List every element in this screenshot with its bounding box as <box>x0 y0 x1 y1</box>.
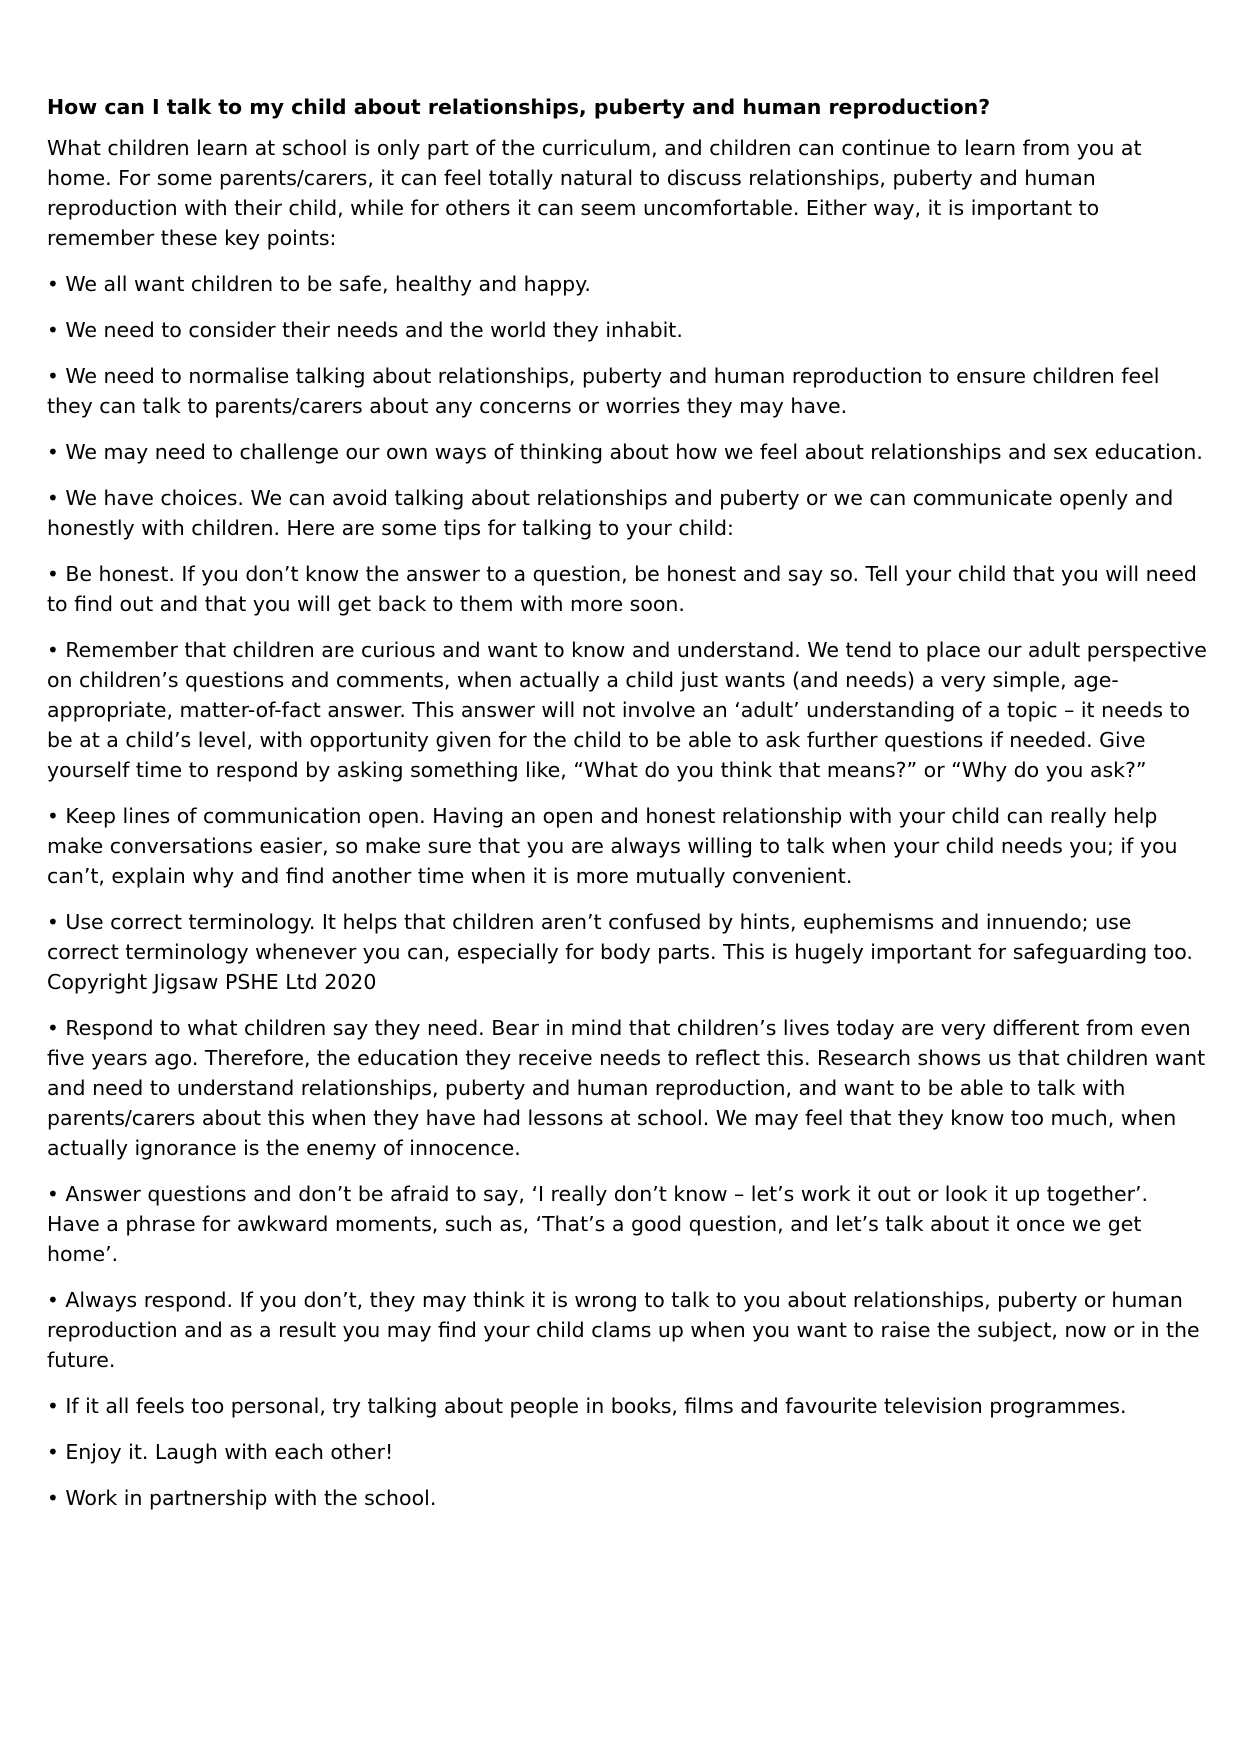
list-item <box>47 1483 1207 1513</box>
list-item <box>47 907 1207 997</box>
bullet-icon: • <box>47 318 59 342</box>
list-item <box>47 801 1207 891</box>
list-item-text: We need to normalise talking about relationships, puberty and human reproduction to ensure children feel they can talk to parents/carers about any concerns or worries they may have. <box>47 364 1160 418</box>
bullet-icon: • <box>47 1288 59 1312</box>
bullet-icon: • <box>47 272 59 296</box>
list-item-text: We have choices. We can avoid talking about relationships and puberty or we can communicate openly and honestly with children. Here are some tips for talking to your child: <box>47 486 1174 540</box>
list-item-text: Respond to what children say they need. Bear in mind that children’s lives today are very different from even five years ago. Therefore, the education they receive needs to reflect this. Research shows us that children want and need to understand relationships, puberty and human reproduction, and want to be able to talk with parents/carers about this when they have had lessons at school. We may feel that they know too much, when actually ignorance is the enemy of innocence. <box>47 1016 1206 1160</box>
list-item <box>47 635 1207 785</box>
bullet-icon: • <box>47 1394 59 1418</box>
bullet-icon: • <box>47 1182 59 1206</box>
intro-paragraph: What children learn at school is only part of the curriculum, and children can continue to learn from you at home. For some parents/carers, it can feel totally natural to discuss relationships, puberty and human reproduction with their child, while for others it can seem uncomfortable. Either way, it is important to remember these key points: <box>47 136 1142 250</box>
bullet-icon: • <box>47 910 59 934</box>
list-item <box>47 269 1207 299</box>
bullet-icon: • <box>47 804 59 828</box>
bullet-icon: • <box>47 440 59 464</box>
list-item-text: If it all feels too personal, try talking about people in books, films and favourite television programmes. <box>65 1394 1127 1418</box>
key-points-list <box>47 269 1207 1513</box>
bullet-icon: • <box>47 562 59 586</box>
list-item <box>47 315 1207 345</box>
list-item-text: Be honest. If you don’t know the answer to a question, be honest and say so. Tell your child that you will need to find out and that you will get back to them with more soon. <box>47 562 1197 616</box>
list-item <box>47 1391 1207 1421</box>
list-item-text: Keep lines of communication open. Having an open and honest relationship with your child can really help make conversations easier, so make sure that you are always willing to talk when your child needs you; if you can’t, explain why and find another time when it is more mutually convenient. <box>47 804 1178 888</box>
copyright-notice: Copyright Jigsaw PSHE Ltd 2020 <box>47 970 377 994</box>
bullet-icon: • <box>47 638 59 662</box>
bullet-icon: • <box>47 1016 59 1040</box>
list-item-text: We all want children to be safe, healthy and happy. <box>65 272 591 296</box>
bullet-icon: • <box>47 1486 59 1510</box>
list-item <box>47 361 1207 421</box>
bullet-icon: • <box>47 364 59 388</box>
document-title: How can I talk to my child about relationships, puberty and human reproduction? <box>47 95 991 119</box>
list-item <box>47 1013 1207 1163</box>
list-item-text: Always respond. If you don’t, they may think it is wrong to talk to you about relationships, puberty or human reproduction and as a result you may find your child clams up when you want to raise the subject, now or in the future. <box>47 1288 1200 1372</box>
list-item-text: Work in partnership with the school. <box>65 1486 437 1510</box>
list-item-text: Use correct terminology. It helps that children aren’t confused by hints, euphemisms and innuendo; use correct terminology whenever you can, especially for body parts. This is hugely important for safeguarding too. <box>47 910 1193 964</box>
list-item <box>47 559 1207 619</box>
list-item-text: Enjoy it. Laugh with each other! <box>65 1440 394 1464</box>
list-item-text: Answer questions and don’t be afraid to say, ‘I really don’t know – let’s work it out or look it up together’. Have a phrase for awkward moments, such as, ‘That’s a good question, and let’s talk about it once we get home’. <box>47 1182 1149 1266</box>
bullet-icon: • <box>47 486 59 510</box>
list-item-text: We may need to challenge our own ways of thinking about how we feel about relationships and sex education. <box>65 440 1203 464</box>
document-page <box>47 92 1207 1529</box>
list-item-text: Remember that children are curious and want to know and understand. We tend to place our adult perspective on children’s questions and comments, when actually a child just wants (and needs) a very simple, age-appropriate, matter-of-fact answer. This answer will not involve an ‘adult’ understanding of a topic – it needs to be at a child’s level, with opportunity given for the child to be able to ask further questions if needed. Give yourself time to respond by asking something like, “What do you think that means?” or “Why do you ask?” <box>47 638 1207 782</box>
list-item <box>47 1437 1207 1467</box>
list-item-text: We need to consider their needs and the world they inhabit. <box>65 318 683 342</box>
list-item <box>47 437 1207 467</box>
list-item <box>47 1179 1207 1269</box>
list-item <box>47 483 1207 543</box>
list-item <box>47 1285 1207 1375</box>
bullet-icon: • <box>47 1440 59 1464</box>
